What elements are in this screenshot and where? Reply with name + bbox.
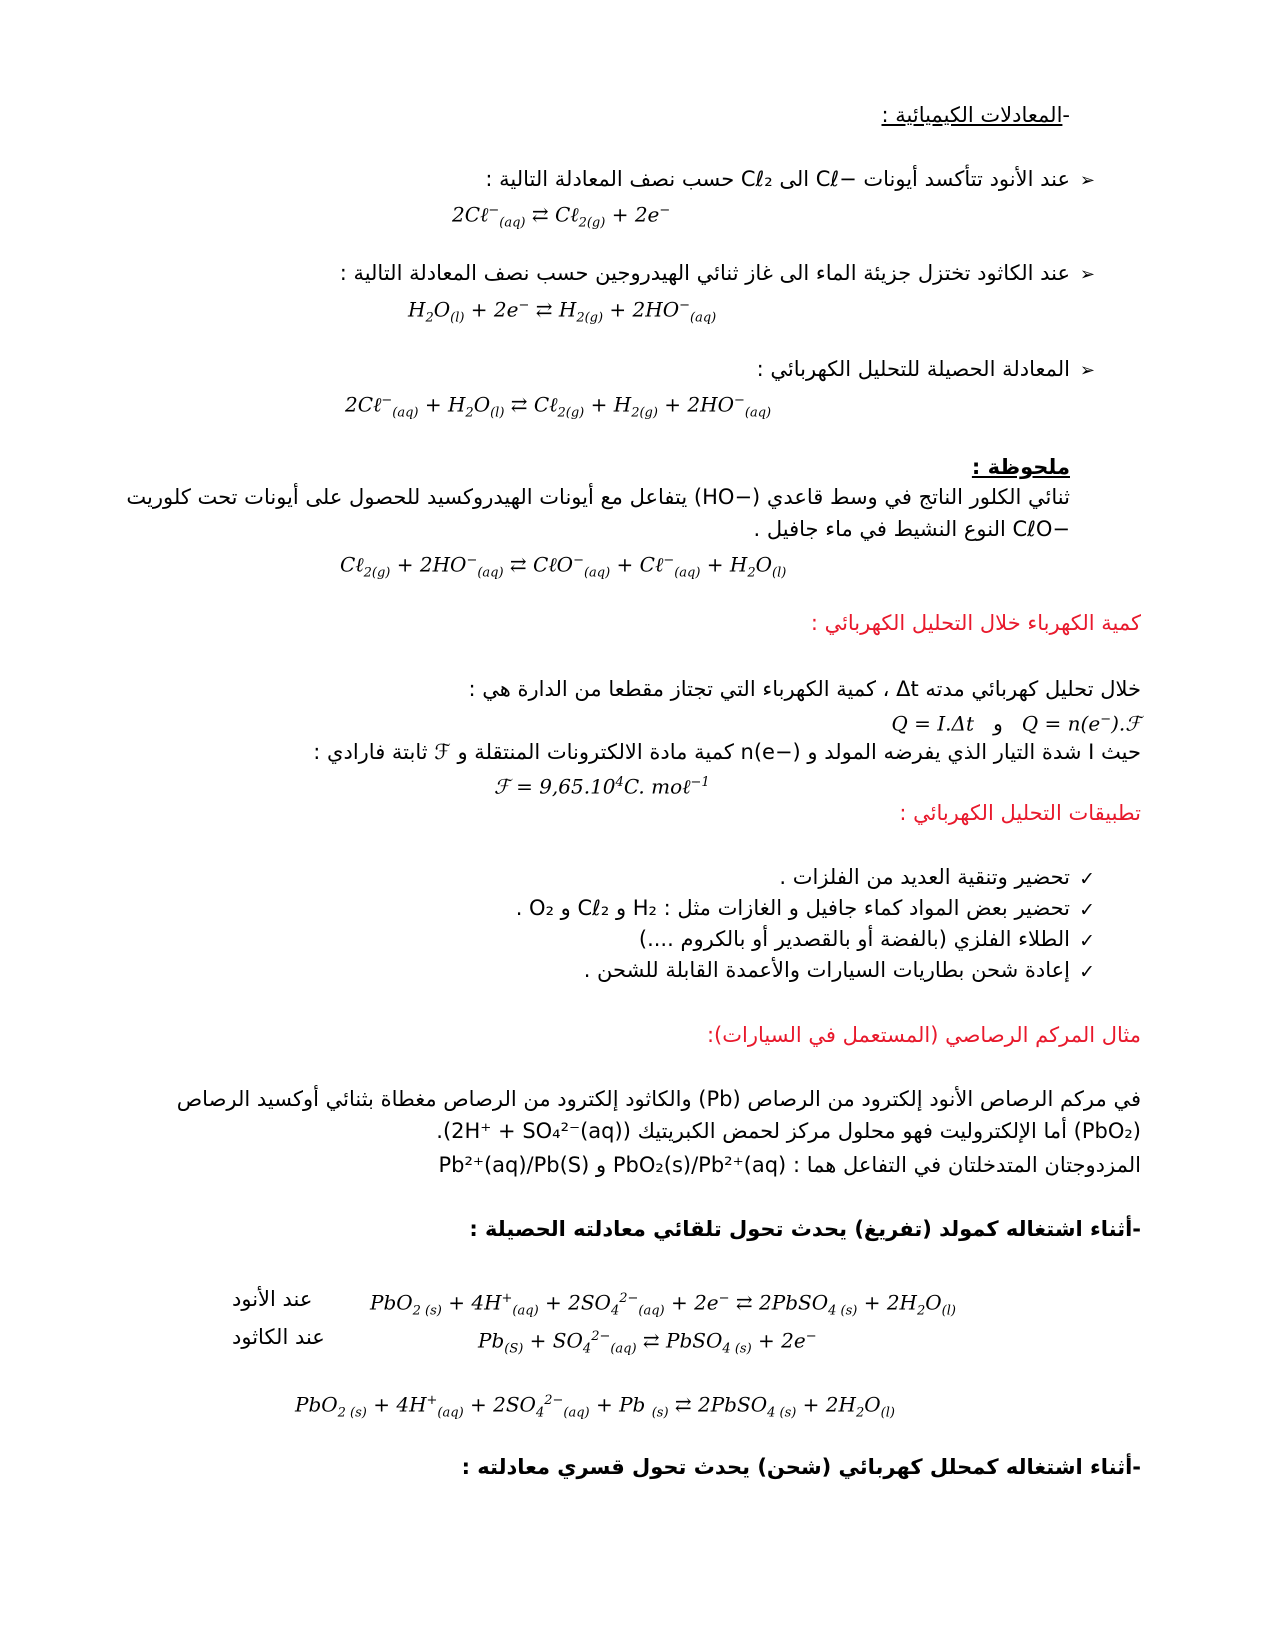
example-title: مثال المركم الرصاصي (المستعمل في السيارات): <box>706 1023 1141 1047</box>
anode-text: عند الأنود تتأكسد أيونات −Cℓ الى Cℓ₂ حسب نصف المعادلة التالية : <box>485 167 1070 191</box>
note-title: ملحوظة : <box>971 455 1070 479</box>
cathode-equation: $H_2O_{(l)} + 2e^-$ ⇄ $H_{2(g)} + 2HO^-_{(aq)}$ <box>408 297 717 326</box>
faraday-constant: ℱ = $9,65.10^4C$. moℓ$^{-1}$ <box>494 774 710 799</box>
equations-title: المعادلات الكيميائية : <box>881 103 1063 127</box>
note-line-1: ثنائي الكلور الناتج في وسط قاعدي (−HO) يتفاعل مع أيونات الهيدروكسيد للحصول على أيونات تحت كلوريت <box>126 485 1070 509</box>
checkmark-icon: ✓ <box>1079 868 1095 890</box>
arrow-bullet-icon: ➢ <box>1079 264 1095 285</box>
discharge-overall-equation: $PbO_{2 (s)} + 4H^+_{(aq)} + 2SO_4^{2-}_{(aq)} + Pb$ $_{(s)}$ ⇄ 2PbSO$_{4 (s)}$ + $2H_2O_{(l)}$ <box>295 1392 895 1421</box>
cathode-text: عند الكاثود تختزل جزيئة الماء الى غاز ثنائي الهيدروجين حسب نصف المعادلة التالية : <box>339 261 1070 285</box>
charge-title: -أثناء اشتغاله كمحلل كهربائي (شحن) يحدث تحول قسري معادلته : <box>461 1455 1141 1479</box>
overall-equation: 2Cℓ−$_{(aq)}$ + $H_2O_{(l)}$ ⇄ Cℓ$_{2(g)}$ + $H_{2(g)} + 2HO^-_{(aq)}$ <box>345 392 772 421</box>
application-item: تحضير بعض المواد كماء جافيل و الغازات مثل : H₂ و Cℓ₂ و O₂ . <box>515 896 1070 920</box>
discharge-anode-label: عند الأنود <box>232 1287 313 1311</box>
dash: - <box>1062 103 1070 127</box>
note-equation: Cℓ$_{2(g)}$ + $2HO^-_{(aq)}$ ⇄ CℓO−$_{(aq)}$ + Cℓ−$_{(aq)}$ + $H_2O_{(l)}$ <box>340 552 787 581</box>
discharge-cathode-equation: $Pb_{(S)} + SO_4^{2-}_{(aq)}$ ⇄ PbSO$_{4 (s)}$ + 2e− <box>478 1328 817 1357</box>
discharge-anode-equation: $PbO_{2 (s)} + 4H^+_{(aq)} + 2SO_4^{2-}_{(aq)} + 2e^-$ ⇄ 2PbSO$_{4 (s)}$ + $2H_2O_{(l)}$ <box>370 1290 956 1319</box>
quantity-line-2: حيث I شدة التيار الذي يفرضه المولد و (−n(e كمية مادة الالكترونات المنتقلة و ℱ ثابتة فارادي : <box>313 740 1141 764</box>
checkmark-icon: ✓ <box>1079 961 1095 983</box>
quantity-line-1: خلال تحليل كهربائي مدته Δt ، كمية الكهرباء التي تجتاز مقطعا من الدارة هي : <box>468 677 1141 701</box>
discharge-cathode-label: عند الكاثود <box>232 1325 325 1349</box>
note-line-2: −CℓO النوع النشيط في ماء جافيل . <box>753 517 1070 541</box>
example-line-3: المزدوجتان المتدخلتان في التفاعل هما : PbO₂(s)/Pb²⁺(aq) و Pb²⁺(aq)/Pb(S) <box>438 1153 1141 1177</box>
applications-title: تطبيقات التحليل الكهربائي : <box>899 801 1141 825</box>
example-line-1: في مركم الرصاص الأنود إلكترود من الرصاص (Pb) والكاثود إلكترود من الرصاص مغطاة بثنائي أوكسيد الرصاص <box>176 1087 1141 1111</box>
checkmark-icon: ✓ <box>1079 899 1095 921</box>
arrow-bullet-icon: ➢ <box>1079 360 1095 381</box>
application-item: تحضير وتنقية العديد من الفلزات . <box>779 865 1070 889</box>
application-item: الطلاء الفلزي (بالفضة أو بالقصدير أو بالكروم ....) <box>638 927 1070 951</box>
quantity-title: كمية الكهرباء خلال التحليل الكهربائي : <box>810 611 1141 635</box>
arrow-bullet-icon: ➢ <box>1079 170 1095 191</box>
checkmark-icon: ✓ <box>1079 930 1095 952</box>
overall-text: المعادلة الحصيلة للتحليل الكهربائي : <box>756 357 1070 381</box>
example-line-2: (PbO₂) أما الإلكتروليت فهو محلول مركز لحمض الكبريتيك (2H⁺ + SO₄²⁻(aq)). <box>436 1119 1141 1143</box>
quantity-formula: Q = I.Δt و Q = n(e−).ℱ <box>891 711 1141 736</box>
anode-equation: 2Cℓ−$_{(aq)}$ ⇄ Cℓ$_{2(g)}$ + 2e− <box>452 202 671 231</box>
application-item: إعادة شحن بطاريات السيارات والأعمدة القابلة للشحن . <box>583 958 1070 982</box>
discharge-title: -أثناء اشتغاله كمولد (تفريغ) يحدث تحول تلقائي معادلته الحصيلة : <box>469 1217 1141 1241</box>
section-title-equations <box>882 100 1071 130</box>
